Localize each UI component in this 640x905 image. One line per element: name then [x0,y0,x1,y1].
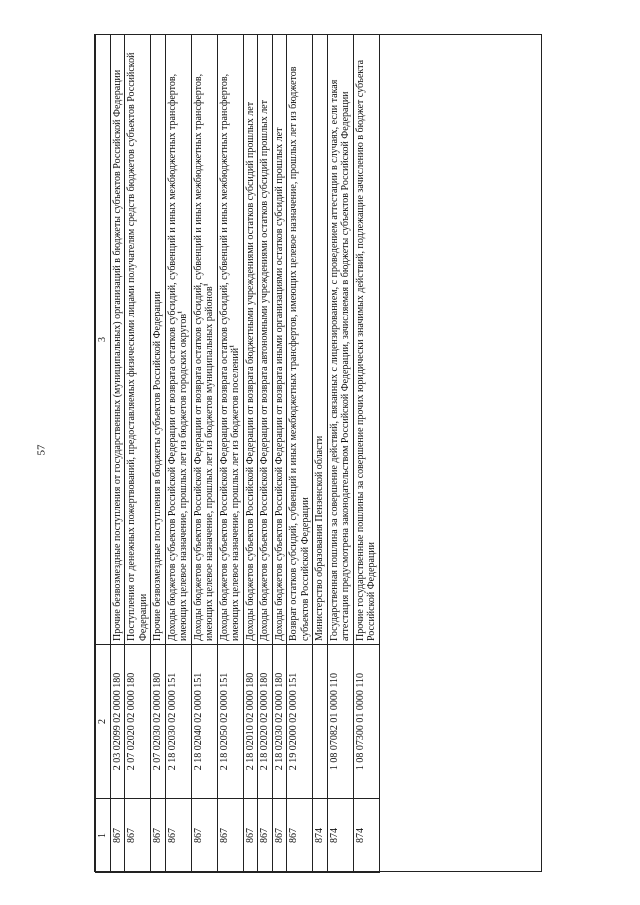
admin-code-cell: 874 [327,799,353,873]
admin-code-cell: 867 [258,799,273,873]
budget-code-cell: 1 08 07082 01 0000 110 [327,645,353,799]
admin-code-cell: 874 [313,799,328,873]
description-text: Возврат остатков субсидий, субвенций и иных межбюджетных трансфертов, имеющих целевое назначение, прошлых лет из бюджетов субъектов Российской Федерации [288,66,311,641]
table-header-row [96,35,111,873]
description-cell [353,35,379,645]
document-table [94,34,542,872]
description-cell [151,35,166,645]
description-text: Доходы бюджетов субъектов Российской Федерации от возврата бюджетными учреждениями остатков субсидий прошлых лет [244,101,256,641]
table-row [125,35,151,873]
admin-code-cell: 867 [151,799,166,873]
table-row [327,35,353,873]
page-number: 57 [35,444,48,456]
description-text: Доходы бюджетов субъектов Российской Федерации от возврата иными организациями остатков субсидий прошлых лет [273,127,285,641]
description-cell [217,35,243,645]
description-text: Государственная пошлина за совершение действий, связанных с лицензированием, с проведением аттестации в случаях, если такая аттестация предусмотрена законодательством Российской Федерации, зачисляемая в бюджеты субъектов Российской Федерации [328,79,351,641]
table-row [217,35,243,873]
budget-code-cell: 2 18 02020 02 0000 180 [258,645,273,799]
description-text: Прочие безвозмездные поступления в бюджеты субъектов Российской Федерации [152,291,163,641]
admin-code-cell: 867 [272,799,287,873]
budget-code-cell [313,645,328,799]
header-col-3: 3 [96,35,111,645]
table-row [272,35,287,873]
description-cell [110,35,125,645]
budget-code-cell: 2 18 02010 02 0000 180 [243,645,258,799]
footnote-marker: 1 [203,283,210,287]
description-text: Прочие безвозмездные поступления от государственных (муниципальных) организаций в бюджеты субъектов Российской Федерации [111,69,123,641]
rotated-table-wrapper [95,35,543,873]
description-cell [327,35,353,645]
table-body [110,35,379,873]
table-row [287,35,313,873]
budget-code-cell: 1 08 07300 01 0000 110 [353,645,379,799]
budget-code-cell: 2 07 02020 02 0000 180 [125,645,151,799]
admin-code-cell: 867 [217,799,243,873]
header-col-2: 2 [96,645,111,799]
budget-code-cell: 2 03 02099 02 0000 180 [110,645,125,799]
budget-code-cell: 2 19 02000 02 0000 151 [287,645,313,799]
description-text: Поступления от денежных пожертвований, предоставляемых физическими лицами получателям средств бюджетов субъектов Российской Федерации [126,52,149,641]
admin-code-cell: 867 [125,799,151,873]
description-cell [125,35,151,645]
description-text: Доходы бюджетов субъектов Российской Федерации от возврата остатков субсидий, субвенций и иных межбюджетных трансфертов, имеющих целевое назначение, прошлых лет из бюджетов муниципальных районов [192,73,215,641]
description-cell [258,35,273,645]
budget-code-cell: 2 18 02050 02 0000 151 [217,645,243,799]
table-row [151,35,166,873]
description-cell [191,35,217,645]
header-col-1: 1 [96,799,111,873]
table-row [258,35,273,873]
admin-code-cell: 867 [191,799,217,873]
description-text: Доходы бюджетов субъектов Российской Федерации от возврата остатков субсидий, субвенций и иных межбюджетных трансфертов, имеющих целевое назначение, прошлых лет из бюджетов поселений [218,73,241,641]
budget-code-cell: 2 18 02030 02 0000 151 [165,645,191,799]
admin-code-cell: 874 [353,799,379,873]
budget-code-cell: 2 07 02030 02 0000 180 [151,645,166,799]
description-cell [272,35,287,645]
footnote-marker: 1 [229,344,236,348]
budget-code-cell: 2 18 02040 02 0000 151 [191,645,217,799]
table-row [191,35,217,873]
description-cell [165,35,191,645]
description-cell [287,35,313,645]
table-row [110,35,125,873]
budget-code-cell: 2 18 02030 02 0000 180 [272,645,287,799]
revenue-table [95,34,380,873]
admin-code-cell: 867 [110,799,125,873]
description-text: Доходы бюджетов субъектов Российской Федерации от возврата остатков субсидий, субвенций и иных межбюджетных трансфертов, имеющих целевое назначение, прошлых лет из бюджетов городских округов [166,73,189,641]
table-row [243,35,258,873]
admin-code-cell: 867 [165,799,191,873]
description-text: Прочие государственные пошлины за совершение прочих юридически значимых действий, подлежащие зачислению в бюджет субъекта Российской Федерации [354,59,377,641]
admin-code-cell: 867 [243,799,258,873]
footnote-marker: 1 [177,310,184,314]
description-cell [313,35,328,645]
description-text: Министерство образования Пензенской области [314,435,325,641]
table-row [165,35,191,873]
admin-code-cell: 867 [287,799,313,873]
description-text: Доходы бюджетов субъектов Российской Федерации от возврата автономными учреждениями остатков субсидий прошлых лет [259,100,270,641]
table-row [353,35,379,873]
table-row [313,35,328,873]
description-cell [243,35,258,645]
